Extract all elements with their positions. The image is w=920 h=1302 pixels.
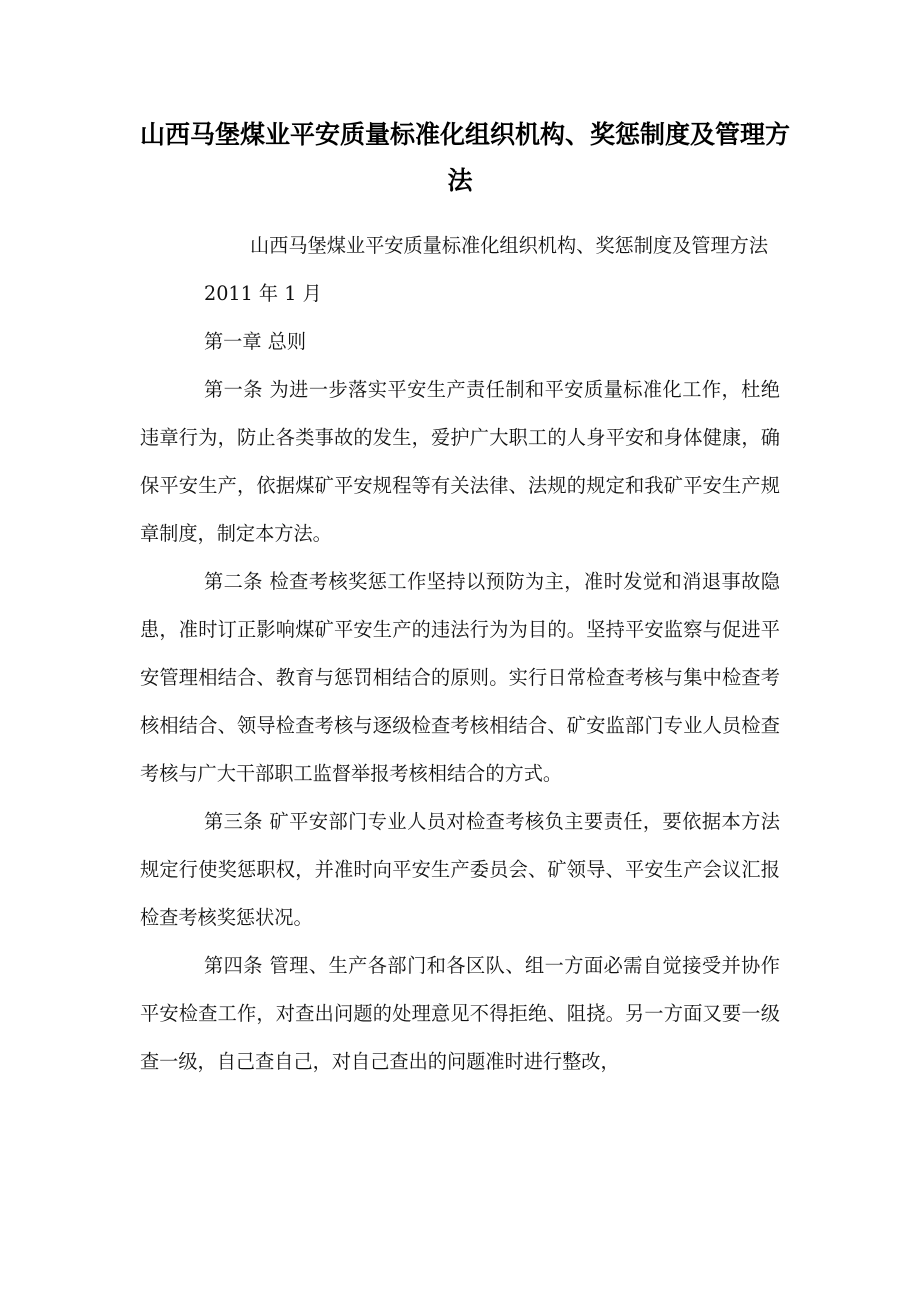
document-body bbox=[140, 222, 780, 1086]
article-2: 第二条 检查考核奖惩工作坚持以预防为主，准时发觉和消退事故隐患，准时订正影响煤矿平安生产的违法行为为目的。坚持平安监察与促进平安管理相结合、教育与惩罚相结合的原则。实行日常检查考核与集中检查考核相结合、领导检查考核与逐级检查考核相结合、矿安监部门专业人员检查考核与广大干部职工监督举报考核相结合的方式。 bbox=[140, 570, 780, 785]
document-subtitle: 山西马堡煤业平安质量标准化组织机构、奖惩制度及管理方法 bbox=[250, 234, 769, 257]
chapter-heading: 第一章 总则 bbox=[204, 330, 307, 353]
article-4: 第四条 管理、生产各部门和各区队、组一方面必需自觉接受并协作平安检查工作，对查出问题的处理意见不得拒绝、阻挠。另一方面又要一级查一级，自己查自己，对自己查出的问题准时进行整改， bbox=[140, 954, 780, 1073]
document-title-line-1: 山西马堡煤业平安质量标准化组织机构、奖惩制度及管理方 bbox=[140, 120, 791, 149]
article-3: 第三条 矿平安部门专业人员对检查考核负主要责任，要依据本方法规定行使奖惩职权，并准时向平安生产委员会、矿领导、平安生产会议汇报检查考核奖惩状况。 bbox=[140, 810, 780, 929]
document-title bbox=[140, 112, 791, 204]
document-title-line-2: 法 bbox=[447, 166, 473, 195]
article-1: 第一条 为进一步落实平安生产责任制和平安质量标准化工作，杜绝违章行为，防止各类事故的发生，爱护广大职工的人身平安和身体健康，确保平安生产，依据煤矿平安规程等有关法律、法规的规定和我矿平安生产规章制度，制定本方法。 bbox=[140, 378, 780, 545]
document-date: 2011 年 1 月 bbox=[204, 282, 322, 305]
